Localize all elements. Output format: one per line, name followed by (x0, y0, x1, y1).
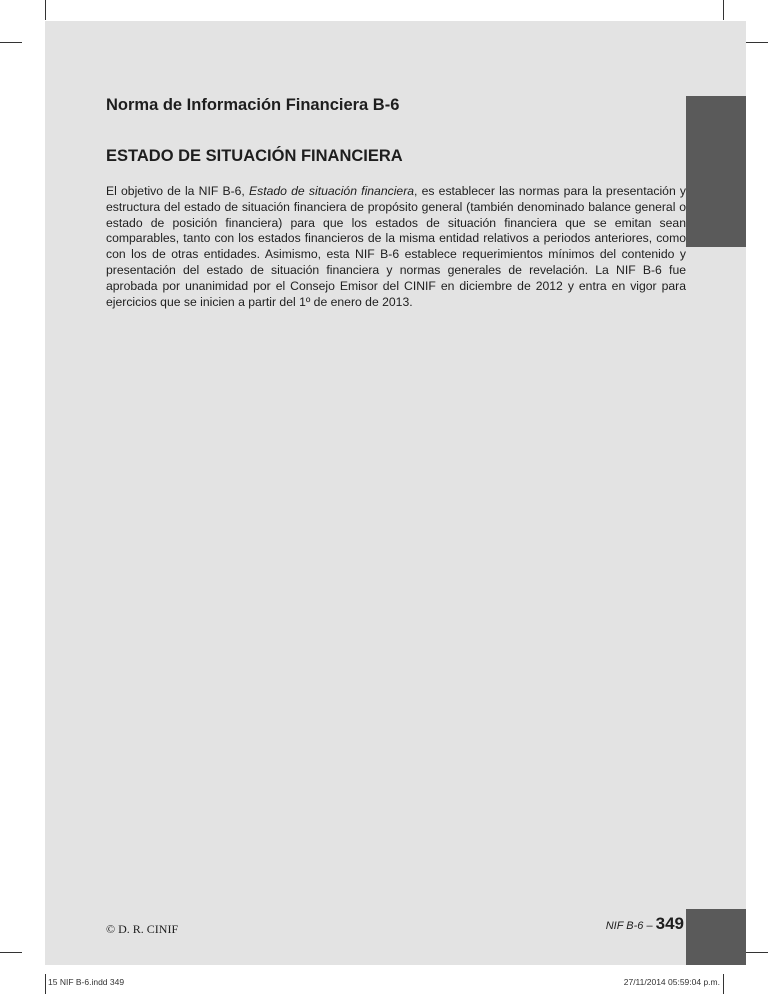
folio-thumb-tab (686, 909, 746, 965)
crop-mark-bottom-right-vertical (723, 974, 724, 994)
crop-mark-bottom-right-horizontal (746, 952, 768, 953)
body-text-italic: Estado de situación financiera (249, 184, 415, 198)
crop-mark-top-right-vertical (723, 0, 724, 20)
crop-mark-top-left-vertical (45, 0, 46, 20)
body-paragraph (106, 184, 686, 310)
body-text-end: , es establecer las normas para la presentación y estructura del estado de situación financiera de propósito general (también denominado balance general o estado de posición financiera) para que los estados de situación financiera que se emitan sean comparables, tanto con los estados financieros de la misma entidad relativos a periodos anteriores, como con los de otras entidades. Asimismo, esta NIF B-6 establece requerimientos mínimos del contenido y presentación del estado de situación financiera y normas generales de revelación. La NIF B-6 fue aprobada por unanimidad por el Consejo Emisor del CINIF en diciembre de 2012 y entra en vigor para ejercicios que se inicien a partir del 1º de enero de 2013. (106, 184, 687, 309)
folio-dash: – (643, 920, 656, 932)
folio-label: NIF B-6 (605, 920, 644, 932)
chapter-thumb-tab (686, 96, 746, 247)
copyright-notice: © D. R. CINIF (106, 922, 179, 936)
slug-timestamp: 27/11/2014 05:59:04 p.m. (623, 977, 720, 987)
crop-mark-bottom-left-vertical (45, 974, 46, 994)
document-heading: Norma de Información Financiera B-6 (106, 96, 400, 114)
page-folio (606, 914, 684, 934)
section-title: ESTADO DE SITUACIÓN FINANCIERA (106, 147, 403, 165)
crop-mark-top-left-horizontal (0, 42, 22, 43)
body-text-start: El objetivo de la NIF B-6, (106, 184, 250, 198)
page-number: 349 (655, 914, 684, 933)
crop-mark-top-right-horizontal (746, 42, 768, 43)
slug-filename: 15 NIF B-6.indd 349 (48, 977, 125, 987)
crop-mark-bottom-left-horizontal (0, 952, 22, 953)
